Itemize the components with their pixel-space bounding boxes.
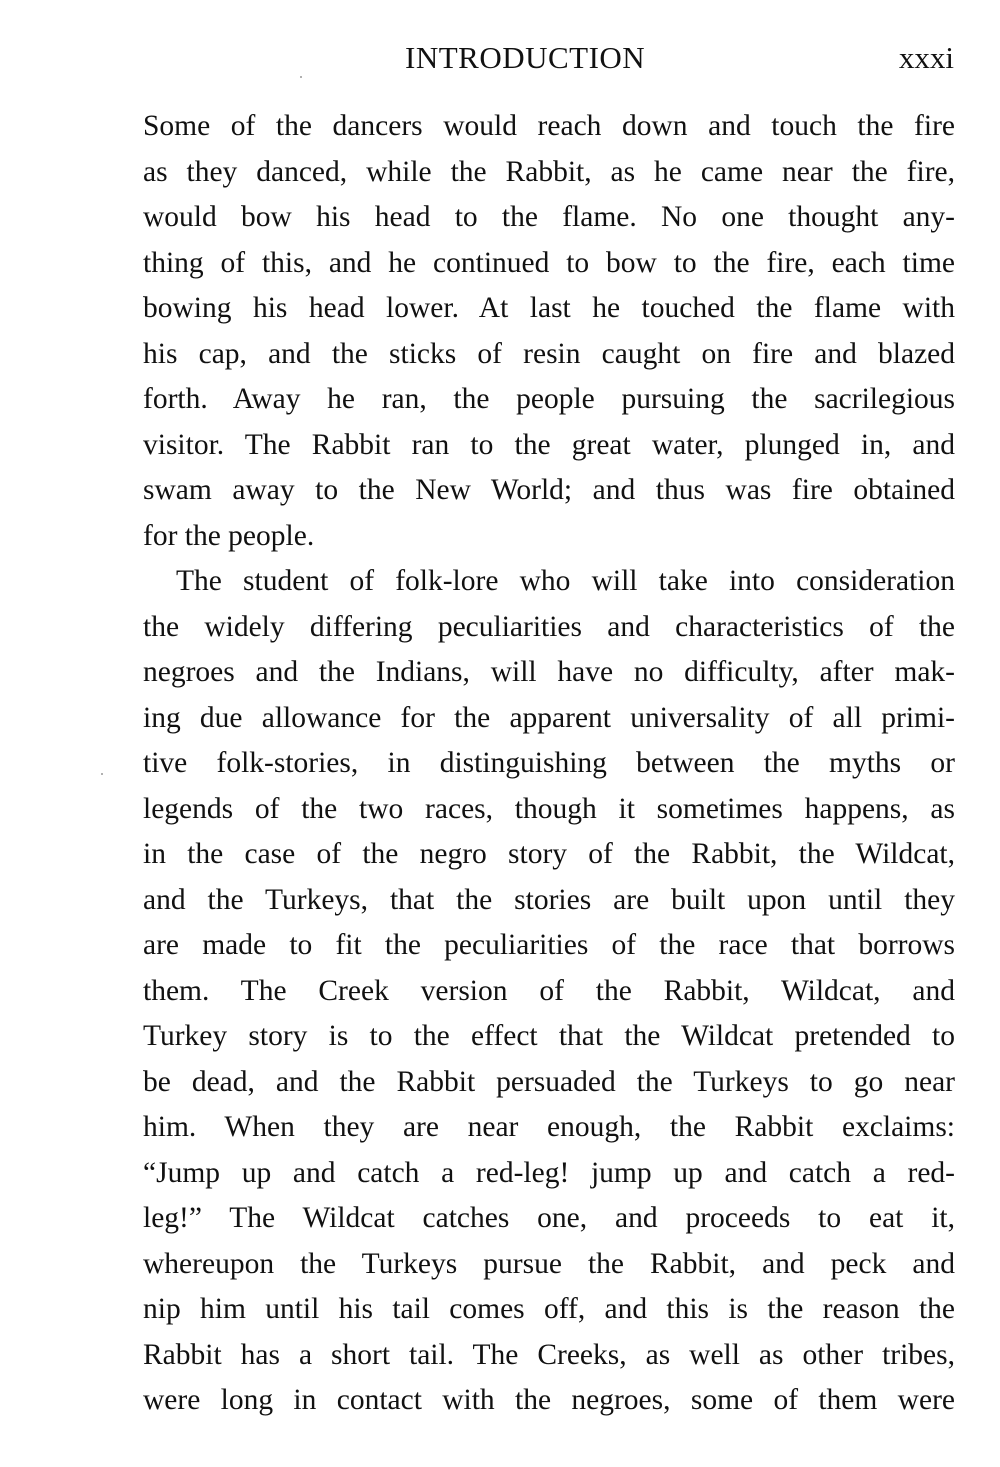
text-line: swam away to the New World; and thus was fire obtained	[143, 474, 955, 506]
text-line: visitor. The Rabbit ran to the great water, plunged in, and	[143, 428, 955, 461]
text-line: bowing his head lower. At last he touched the flame with	[143, 292, 955, 324]
text-line: were long in contact with the negroes, some of them were	[143, 1384, 955, 1416]
page-number: xxxi	[898, 40, 954, 75]
text-line: and the Turkeys, that the stories are built upon until they	[143, 883, 955, 916]
text-line: “Jump up and catch a red-leg! jump up and catch a red-	[143, 1156, 955, 1189]
text-line: negroes and the Indians, will have no difficulty, after mak-	[143, 656, 955, 688]
paragraph-1	[143, 104, 955, 559]
paragraph-2	[143, 559, 955, 1424]
body-text	[143, 104, 955, 1424]
text-line: tive folk-stories, in distinguishing between the myths or	[143, 747, 955, 779]
text-line: the widely differing peculiarities and characteristics of the	[143, 610, 955, 643]
text-line: him. When they are near enough, the Rabbit exclaims:	[143, 1111, 955, 1143]
text-line: are made to fit the peculiarities of the race that borrows	[143, 929, 955, 961]
text-line: his cap, and the sticks of resin caught on fire and blazed	[143, 337, 955, 370]
text-line: Some of the dancers would reach down and touch the fire	[143, 110, 955, 142]
print-speck	[101, 773, 103, 775]
text-line: in the case of the negro story of the Rabbit, the Wildcat,	[143, 838, 955, 870]
text-line: as they danced, while the Rabbit, as he came near the fire,	[143, 155, 955, 188]
text-line: Turkey story is to the effect that the Wildcat pretended to	[143, 1020, 955, 1052]
running-title: INTRODUCTION	[405, 40, 646, 75]
text-line: Rabbit has a short tail. The Creeks, as well as other tribes,	[143, 1338, 955, 1371]
text-line: legends of the two races, though it sometimes happens, as	[143, 792, 955, 825]
text-line: thing of this, and he continued to bow to the fire, each time	[143, 246, 955, 279]
text-line: would bow his head to the flame. No one thought any-	[143, 201, 955, 233]
text-line: them. The Creek version of the Rabbit, Wildcat, and	[143, 974, 955, 1007]
text-line: nip him until his tail comes off, and this is the reason the	[143, 1293, 955, 1325]
text-line: forth. Away he ran, the people pursuing the sacrilegious	[143, 383, 955, 415]
text-line: whereupon the Turkeys pursue the Rabbit, and peck and	[143, 1247, 955, 1280]
text-line: The student of folk-lore who will take into consideration	[176, 565, 955, 597]
print-speck	[300, 76, 302, 78]
text-line: ing due allowance for the apparent universality of all primi-	[143, 701, 955, 734]
text-line: be dead, and the Rabbit persuaded the Turkeys to go near	[143, 1065, 955, 1098]
text-line: for the people.	[143, 519, 315, 552]
text-line: leg!” The Wildcat catches one, and proceeds to eat it,	[143, 1202, 955, 1234]
running-head	[0, 36, 1000, 80]
